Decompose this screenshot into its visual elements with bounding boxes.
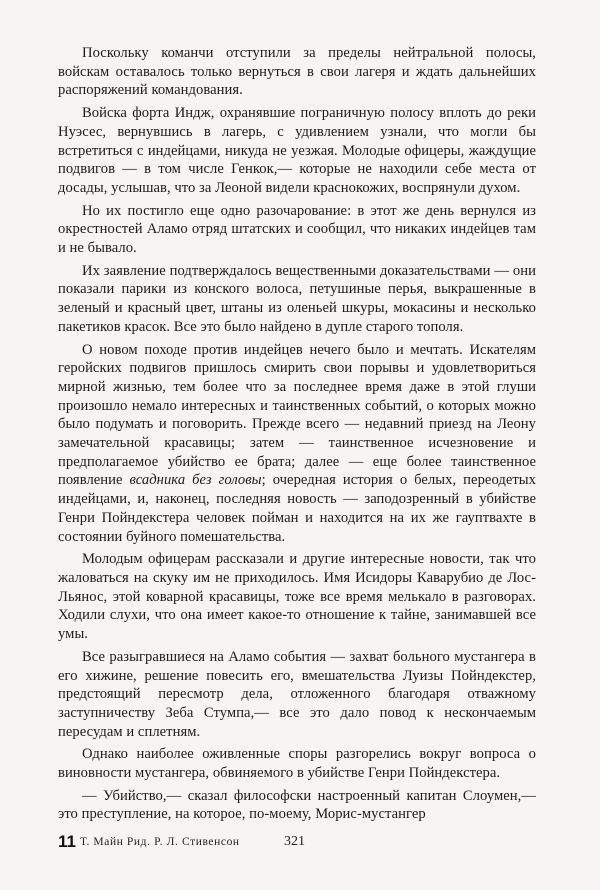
paragraph-4: Их заявление подтверждалось вещественными доказательствами — они показали парики из конского волоса, петушиные перья, выкрашенные в зеленый и красный цвет, штаны из оленьей шкуры, мокасины и несколько пакетиков красок. Все это было найдено в дупле старого тополя.	[58, 262, 536, 335]
paragraph-3: Но их постигло еще одно разочарование: в этот же день вернулся из окрестностей Аламо отряд штатских и сообщил, что никаких индейцев там и не бывало.	[58, 202, 536, 257]
signature-number: 11	[58, 832, 76, 851]
page-number: 321	[284, 834, 305, 849]
paragraph-6: Молодым офицерам рассказали и другие интересные новости, так что жаловаться на скуку им не приходилось. Имя Исидоры Каварубио де Лос-Льянос, этой коварной красавицы, тоже все время мелькало в разговорах. Ходили слухи, что она имеет какое-то отношение к тайне, занимавшей все умы.	[58, 551, 536, 643]
paragraph-8: Однако наиболее оживленные споры разгорелись вокруг вопроса о виновности мустангера, обвиняемого в убийстве Генри Пойндекстера.	[58, 746, 536, 782]
signature-text: Т. Майн Рид. Р. Л. Стивенсон	[80, 836, 240, 848]
body-text	[58, 44, 536, 828]
paragraph-2: Войска форта Индж, охранявшие пограничную полосу вплоть до реки Нуэсес, вернувшись в лагерь, с удивлением узнали, что могли бы встретиться с индейцами, никуда не уезжая. Молодые офицеры, жаждущие подвигов — в том числе Генкок,— которые не находили себе места от досады, услышав, что за Леоной видели краснокожих, воспрянули духом.	[58, 105, 536, 196]
paragraph-5	[58, 341, 536, 547]
paragraph-5-part-2: ; очередная история о белых, переодетых индейцами, и, наконец, последняя новость — заподозренный в убийстве Генри Пойндекстера человек пойман и находится на их же гауптвахте в состоянии буйного помешательства.	[58, 472, 537, 545]
italic-phrase: всадника без головы	[129, 472, 262, 489]
page-footer	[58, 832, 536, 856]
paragraph-7: Все разыгравшиеся на Аламо события — захват больного мустангера в его хижине, решение повесить его, вмешательства Луизы Пойндекстер, предстоящий пересмотр дела, отложенного благодаря отважному заступничеству Зеба Стумпа,— все это дало повод к нескончаемым пересудам и сплетням.	[58, 648, 536, 740]
paragraph-9: — Убийство,— сказал философски настроенный капитан Слоумен,— это преступление, на которое, по-моему, Морис-мустангер	[58, 787, 536, 823]
paragraph-1: Поскольку команчи отступили за пределы нейтральной полосы, войскам оставалось только вернуться в свои лагеря и ждать дальнейших распоряжений командования.	[58, 45, 536, 99]
paragraph-5-part-1: О новом походе против индейцев нечего было и мечтать. Искателям геройских подвигов пришлось смирить свои порывы и удовлетвориться мирной жизнью, тем более что за последнее время даже в этой глуши произошло немало интересных и таинственных событий, о которых можно было подумать и поговорить. Прежде всего — недавний приезд на Леону замечательной красавицы; затем — таинственное исчезновение и предполагаемое убийство ее брата; далее — еще более таинственное появление	[58, 341, 536, 489]
